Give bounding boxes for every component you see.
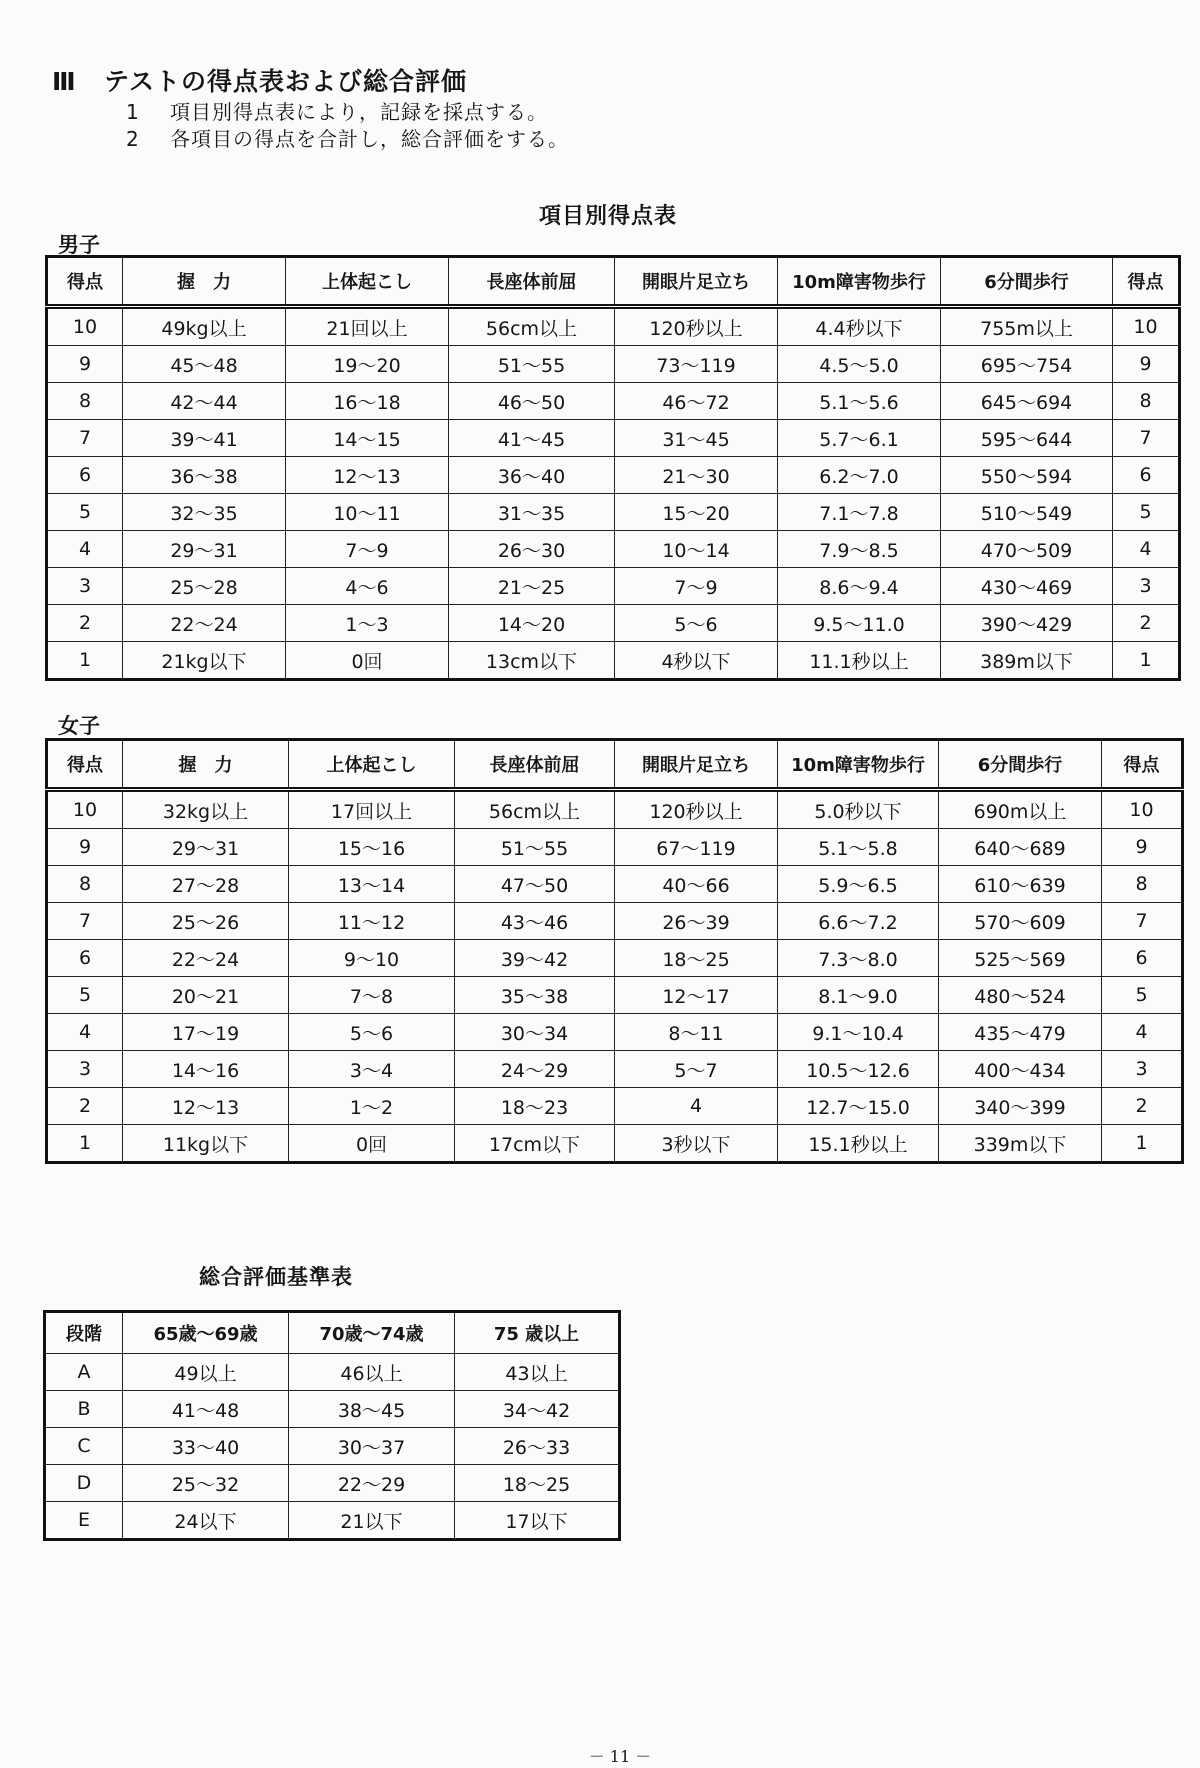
female-one-leg-stand-cell: 12～17	[615, 977, 778, 1014]
instruction-number: 2	[126, 127, 140, 151]
evaluation-age-70-74-cell: 46以上	[289, 1354, 455, 1391]
male-grip-strength-cell: 25～28	[123, 568, 286, 605]
male-sit-and-reach-cell: 14～20	[449, 605, 615, 642]
male-row	[47, 494, 1180, 531]
evaluation-age-75-plus-cell: 17以下	[455, 1502, 620, 1540]
female-score-cell: 6	[47, 940, 123, 977]
evaluation-row	[45, 1428, 620, 1465]
female-score-cell: 9	[47, 829, 123, 866]
male-obstacle-walk-cell: 4.4秒以下	[778, 307, 941, 346]
evaluation-age-70-74-cell: 21以下	[289, 1502, 455, 1540]
evaluation-grade-cell: C	[45, 1428, 123, 1465]
evaluation-header-age-75-plus: 75 歳以上	[455, 1312, 620, 1354]
male-row	[47, 346, 1180, 383]
male-sit-and-reach-cell: 46～50	[449, 383, 615, 420]
female-sit-up-cell: 11～12	[289, 903, 455, 940]
male-sit-and-reach-cell: 51～55	[449, 346, 615, 383]
male-header-score-right: 得点	[1113, 257, 1180, 307]
male-score-cell: 3	[47, 568, 123, 605]
male-score-right-cell: 10	[1113, 307, 1180, 346]
female-obstacle-walk-cell: 5.9～6.5	[778, 866, 939, 903]
male-score-right-cell: 3	[1113, 568, 1180, 605]
evaluation-table	[43, 1310, 621, 1541]
evaluation-age-70-74-cell: 22～29	[289, 1465, 455, 1502]
female-sit-and-reach-cell: 51～55	[455, 829, 615, 866]
male-score-cell: 8	[47, 383, 123, 420]
male-sit-and-reach-cell: 36～40	[449, 457, 615, 494]
male-grip-strength-cell: 42～44	[123, 383, 286, 420]
male-six-minute-walk-cell: 389m以下	[941, 642, 1113, 680]
male-score-cell: 4	[47, 531, 123, 568]
female-sit-up-cell: 5～6	[289, 1014, 455, 1051]
male-score-right-cell: 4	[1113, 531, 1180, 568]
male-obstacle-walk-cell: 9.5～11.0	[778, 605, 941, 642]
female-header-obstacle-walk: 10m障害物歩行	[778, 740, 939, 790]
female-score-cell: 5	[47, 977, 123, 1014]
section-heading	[52, 62, 467, 98]
female-grip-strength-cell: 25～26	[123, 903, 289, 940]
female-obstacle-walk-cell: 8.1～9.0	[778, 977, 939, 1014]
evaluation-age-70-74-cell: 38～45	[289, 1391, 455, 1428]
evaluation-age-65-69-cell: 49以上	[123, 1354, 289, 1391]
evaluation-row	[45, 1354, 620, 1391]
evaluation-age-65-69-cell: 25～32	[123, 1465, 289, 1502]
evaluation-age-75-plus-cell: 18～25	[455, 1465, 620, 1502]
male-row	[47, 420, 1180, 457]
male-score-cell: 7	[47, 420, 123, 457]
female-one-leg-stand-cell: 40～66	[615, 866, 778, 903]
female-six-minute-walk-cell: 339m以下	[939, 1125, 1102, 1163]
female-six-minute-walk-cell: 400～434	[939, 1051, 1102, 1088]
male-sit-up-cell: 0回	[286, 642, 449, 680]
male-six-minute-walk-cell: 470～509	[941, 531, 1113, 568]
female-sit-up-cell: 17回以上	[289, 790, 455, 829]
male-header-grip-strength: 握 力	[123, 257, 286, 307]
female-header-grip-strength: 握 力	[123, 740, 289, 790]
evaluation-header-age-65-69: 65歳～69歳	[123, 1312, 289, 1354]
male-one-leg-stand-cell: 31～45	[615, 420, 778, 457]
male-sit-up-cell: 12～13	[286, 457, 449, 494]
male-row	[47, 568, 1180, 605]
male-score-right-cell: 5	[1113, 494, 1180, 531]
section-title: テストの得点表および総合評価	[104, 67, 468, 96]
female-score-right-cell: 2	[1102, 1088, 1183, 1125]
male-six-minute-walk-cell: 695～754	[941, 346, 1113, 383]
male-score-right-cell: 1	[1113, 642, 1180, 680]
female-grip-strength-cell: 11kg以下	[123, 1125, 289, 1163]
evaluation-age-75-plus-cell: 43以上	[455, 1354, 620, 1391]
female-six-minute-walk-cell: 640～689	[939, 829, 1102, 866]
female-grip-strength-cell: 27～28	[123, 866, 289, 903]
instruction-text: 項目別得点表により，記録を採点する。	[170, 100, 548, 124]
male-one-leg-stand-cell: 46～72	[615, 383, 778, 420]
male-score-cell: 1	[47, 642, 123, 680]
female-row	[47, 866, 1183, 903]
female-one-leg-stand-cell: 4	[615, 1088, 778, 1125]
female-one-leg-stand-cell: 26～39	[615, 903, 778, 940]
instruction-number: 1	[126, 100, 140, 124]
female-header-row	[47, 740, 1183, 790]
female-one-leg-stand-cell: 18～25	[615, 940, 778, 977]
male-grip-strength-cell: 32～35	[123, 494, 286, 531]
instruction-item	[126, 96, 548, 125]
female-row	[47, 977, 1183, 1014]
female-six-minute-walk-cell: 340～399	[939, 1088, 1102, 1125]
section-numeral: Ⅲ	[52, 67, 77, 96]
female-score-right-cell: 1	[1102, 1125, 1183, 1163]
female-score-cell: 1	[47, 1125, 123, 1163]
female-six-minute-walk-cell: 570～609	[939, 903, 1102, 940]
female-score-cell: 3	[47, 1051, 123, 1088]
male-sit-and-reach-cell: 13cm以下	[449, 642, 615, 680]
female-sit-and-reach-cell: 24～29	[455, 1051, 615, 1088]
evaluation-age-65-69-cell: 41～48	[123, 1391, 289, 1428]
female-score-right-cell: 5	[1102, 977, 1183, 1014]
female-sit-and-reach-cell: 17cm以下	[455, 1125, 615, 1163]
female-obstacle-walk-cell: 5.1～5.8	[778, 829, 939, 866]
female-obstacle-walk-cell: 9.1～10.4	[778, 1014, 939, 1051]
female-header-sit-up: 上体起こし	[289, 740, 455, 790]
male-obstacle-walk-cell: 7.9～8.5	[778, 531, 941, 568]
female-sit-up-cell: 3～4	[289, 1051, 455, 1088]
female-sit-up-cell: 0回	[289, 1125, 455, 1163]
male-row	[47, 457, 1180, 494]
female-sit-and-reach-cell: 43～46	[455, 903, 615, 940]
male-header-one-leg-stand: 開眼片足立ち	[615, 257, 778, 307]
female-score-cell: 2	[47, 1088, 123, 1125]
male-score-right-cell: 7	[1113, 420, 1180, 457]
female-obstacle-walk-cell: 6.6～7.2	[778, 903, 939, 940]
female-obstacle-walk-cell: 12.7～15.0	[778, 1088, 939, 1125]
male-six-minute-walk-cell: 510～549	[941, 494, 1113, 531]
female-sit-and-reach-cell: 18～23	[455, 1088, 615, 1125]
evaluation-row	[45, 1391, 620, 1428]
female-sit-and-reach-cell: 47～50	[455, 866, 615, 903]
female-obstacle-walk-cell: 7.3～8.0	[778, 940, 939, 977]
evaluation-header-age-70-74: 70歳～74歳	[289, 1312, 455, 1354]
female-row	[47, 940, 1183, 977]
evaluation-grade-cell: B	[45, 1391, 123, 1428]
male-sit-and-reach-cell: 41～45	[449, 420, 615, 457]
female-sit-up-cell: 7～8	[289, 977, 455, 1014]
female-grip-strength-cell: 20～21	[123, 977, 289, 1014]
male-score-right-cell: 2	[1113, 605, 1180, 642]
male-row	[47, 531, 1180, 568]
female-row	[47, 1125, 1183, 1163]
male-one-leg-stand-cell: 5～6	[615, 605, 778, 642]
female-score-cell: 7	[47, 903, 123, 940]
male-one-leg-stand-cell: 73～119	[615, 346, 778, 383]
male-score-table	[45, 255, 1181, 681]
female-one-leg-stand-cell: 67～119	[615, 829, 778, 866]
male-obstacle-walk-cell: 7.1～7.8	[778, 494, 941, 531]
instruction-item	[126, 123, 569, 152]
male-row	[47, 307, 1180, 346]
male-grip-strength-cell: 49kg以上	[123, 307, 286, 346]
evaluation-grade-cell: A	[45, 1354, 123, 1391]
female-six-minute-walk-cell: 435～479	[939, 1014, 1102, 1051]
female-score-table	[45, 738, 1184, 1164]
male-sit-up-cell: 7～9	[286, 531, 449, 568]
female-header-score: 得点	[47, 740, 123, 790]
male-one-leg-stand-cell: 120秒以上	[615, 307, 778, 346]
male-obstacle-walk-cell: 11.1秒以上	[778, 642, 941, 680]
female-score-cell: 4	[47, 1014, 123, 1051]
page-number: － 11 －	[588, 1747, 652, 1766]
female-one-leg-stand-cell: 3秒以下	[615, 1125, 778, 1163]
female-grip-strength-cell: 12～13	[123, 1088, 289, 1125]
female-score-cell: 8	[47, 866, 123, 903]
evaluation-age-65-69-cell: 24以下	[123, 1502, 289, 1540]
male-six-minute-walk-cell: 595～644	[941, 420, 1113, 457]
male-six-minute-walk-cell: 550～594	[941, 457, 1113, 494]
male-six-minute-walk-cell: 645～694	[941, 383, 1113, 420]
female-score-right-cell: 3	[1102, 1051, 1183, 1088]
male-sit-up-cell: 19～20	[286, 346, 449, 383]
female-row	[47, 1088, 1183, 1125]
female-score-right-cell: 4	[1102, 1014, 1183, 1051]
male-one-leg-stand-cell: 15～20	[615, 494, 778, 531]
male-sit-and-reach-cell: 56cm以上	[449, 307, 615, 346]
female-grip-strength-cell: 14～16	[123, 1051, 289, 1088]
male-score-cell: 10	[47, 307, 123, 346]
female-sit-up-cell: 15～16	[289, 829, 455, 866]
evaluation-table-title: 総合評価基準表	[199, 1265, 353, 1289]
evaluation-age-75-plus-cell: 26～33	[455, 1428, 620, 1465]
male-sit-up-cell: 1～3	[286, 605, 449, 642]
male-sit-and-reach-cell: 31～35	[449, 494, 615, 531]
male-row	[47, 642, 1180, 680]
male-six-minute-walk-cell: 390～429	[941, 605, 1113, 642]
evaluation-grade-cell: E	[45, 1502, 123, 1540]
male-grip-strength-cell: 29～31	[123, 531, 286, 568]
female-grip-strength-cell: 22～24	[123, 940, 289, 977]
female-table-label: 女子	[58, 714, 100, 738]
evaluation-grade-cell: D	[45, 1465, 123, 1502]
female-obstacle-walk-cell: 15.1秒以上	[778, 1125, 939, 1163]
female-header-one-leg-stand: 開眼片足立ち	[615, 740, 778, 790]
male-sit-up-cell: 10～11	[286, 494, 449, 531]
male-table-label: 男子	[58, 233, 100, 257]
male-header-sit-and-reach: 長座体前屈	[449, 257, 615, 307]
male-one-leg-stand-cell: 4秒以下	[615, 642, 778, 680]
female-grip-strength-cell: 17～19	[123, 1014, 289, 1051]
female-six-minute-walk-cell: 610～639	[939, 866, 1102, 903]
female-score-right-cell: 7	[1102, 903, 1183, 940]
female-row	[47, 1014, 1183, 1051]
female-header-six-minute-walk: 6分間歩行	[939, 740, 1102, 790]
male-header-obstacle-walk: 10m障害物歩行	[778, 257, 941, 307]
female-score-right-cell: 9	[1102, 829, 1183, 866]
male-one-leg-stand-cell: 7～9	[615, 568, 778, 605]
male-grip-strength-cell: 21kg以下	[123, 642, 286, 680]
male-score-cell: 9	[47, 346, 123, 383]
female-score-right-cell: 8	[1102, 866, 1183, 903]
male-score-cell: 6	[47, 457, 123, 494]
male-six-minute-walk-cell: 755m以上	[941, 307, 1113, 346]
female-sit-up-cell: 9～10	[289, 940, 455, 977]
female-sit-and-reach-cell: 56cm以上	[455, 790, 615, 829]
female-row	[47, 903, 1183, 940]
male-one-leg-stand-cell: 10～14	[615, 531, 778, 568]
female-obstacle-walk-cell: 10.5～12.6	[778, 1051, 939, 1088]
male-score-cell: 2	[47, 605, 123, 642]
male-header-sit-up: 上体起こし	[286, 257, 449, 307]
female-sit-and-reach-cell: 30～34	[455, 1014, 615, 1051]
instruction-text: 各項目の得点を合計し，総合評価をする。	[170, 127, 569, 151]
male-sit-up-cell: 16～18	[286, 383, 449, 420]
female-six-minute-walk-cell: 690m以上	[939, 790, 1102, 829]
female-header-score-right: 得点	[1102, 740, 1183, 790]
evaluation-header-grade: 段階	[45, 1312, 123, 1354]
male-sit-and-reach-cell: 26～30	[449, 531, 615, 568]
evaluation-age-70-74-cell: 30～37	[289, 1428, 455, 1465]
female-score-right-cell: 10	[1102, 790, 1183, 829]
female-grip-strength-cell: 32kg以上	[123, 790, 289, 829]
male-obstacle-walk-cell: 8.6～9.4	[778, 568, 941, 605]
male-one-leg-stand-cell: 21～30	[615, 457, 778, 494]
female-sit-and-reach-cell: 39～42	[455, 940, 615, 977]
male-score-right-cell: 8	[1113, 383, 1180, 420]
female-one-leg-stand-cell: 8～11	[615, 1014, 778, 1051]
female-score-right-cell: 6	[1102, 940, 1183, 977]
male-header-row	[47, 257, 1180, 307]
female-six-minute-walk-cell: 525～569	[939, 940, 1102, 977]
female-grip-strength-cell: 29～31	[123, 829, 289, 866]
male-sit-and-reach-cell: 21～25	[449, 568, 615, 605]
male-obstacle-walk-cell: 6.2～7.0	[778, 457, 941, 494]
female-one-leg-stand-cell: 5～7	[615, 1051, 778, 1088]
female-row	[47, 829, 1183, 866]
evaluation-age-75-plus-cell: 34～42	[455, 1391, 620, 1428]
female-sit-and-reach-cell: 35～38	[455, 977, 615, 1014]
male-score-cell: 5	[47, 494, 123, 531]
female-obstacle-walk-cell: 5.0秒以下	[778, 790, 939, 829]
score-table-title: 項目別得点表	[538, 204, 677, 229]
male-score-right-cell: 9	[1113, 346, 1180, 383]
evaluation-age-65-69-cell: 33～40	[123, 1428, 289, 1465]
male-sit-up-cell: 4～6	[286, 568, 449, 605]
female-row	[47, 790, 1183, 829]
male-sit-up-cell: 21回以上	[286, 307, 449, 346]
evaluation-row	[45, 1502, 620, 1540]
female-row	[47, 1051, 1183, 1088]
male-grip-strength-cell: 22～24	[123, 605, 286, 642]
female-score-cell: 10	[47, 790, 123, 829]
male-score-right-cell: 6	[1113, 457, 1180, 494]
male-grip-strength-cell: 45～48	[123, 346, 286, 383]
male-header-score: 得点	[47, 257, 123, 307]
male-header-six-minute-walk: 6分間歩行	[941, 257, 1113, 307]
male-sit-up-cell: 14～15	[286, 420, 449, 457]
male-obstacle-walk-cell: 4.5～5.0	[778, 346, 941, 383]
evaluation-row	[45, 1465, 620, 1502]
male-row	[47, 383, 1180, 420]
male-obstacle-walk-cell: 5.7～6.1	[778, 420, 941, 457]
female-six-minute-walk-cell: 480～524	[939, 977, 1102, 1014]
male-six-minute-walk-cell: 430～469	[941, 568, 1113, 605]
male-grip-strength-cell: 36～38	[123, 457, 286, 494]
female-sit-up-cell: 13～14	[289, 866, 455, 903]
male-grip-strength-cell: 39～41	[123, 420, 286, 457]
female-header-sit-and-reach: 長座体前屈	[455, 740, 615, 790]
male-obstacle-walk-cell: 5.1～5.6	[778, 383, 941, 420]
female-sit-up-cell: 1～2	[289, 1088, 455, 1125]
female-one-leg-stand-cell: 120秒以上	[615, 790, 778, 829]
male-row	[47, 605, 1180, 642]
evaluation-header-row	[45, 1312, 620, 1354]
